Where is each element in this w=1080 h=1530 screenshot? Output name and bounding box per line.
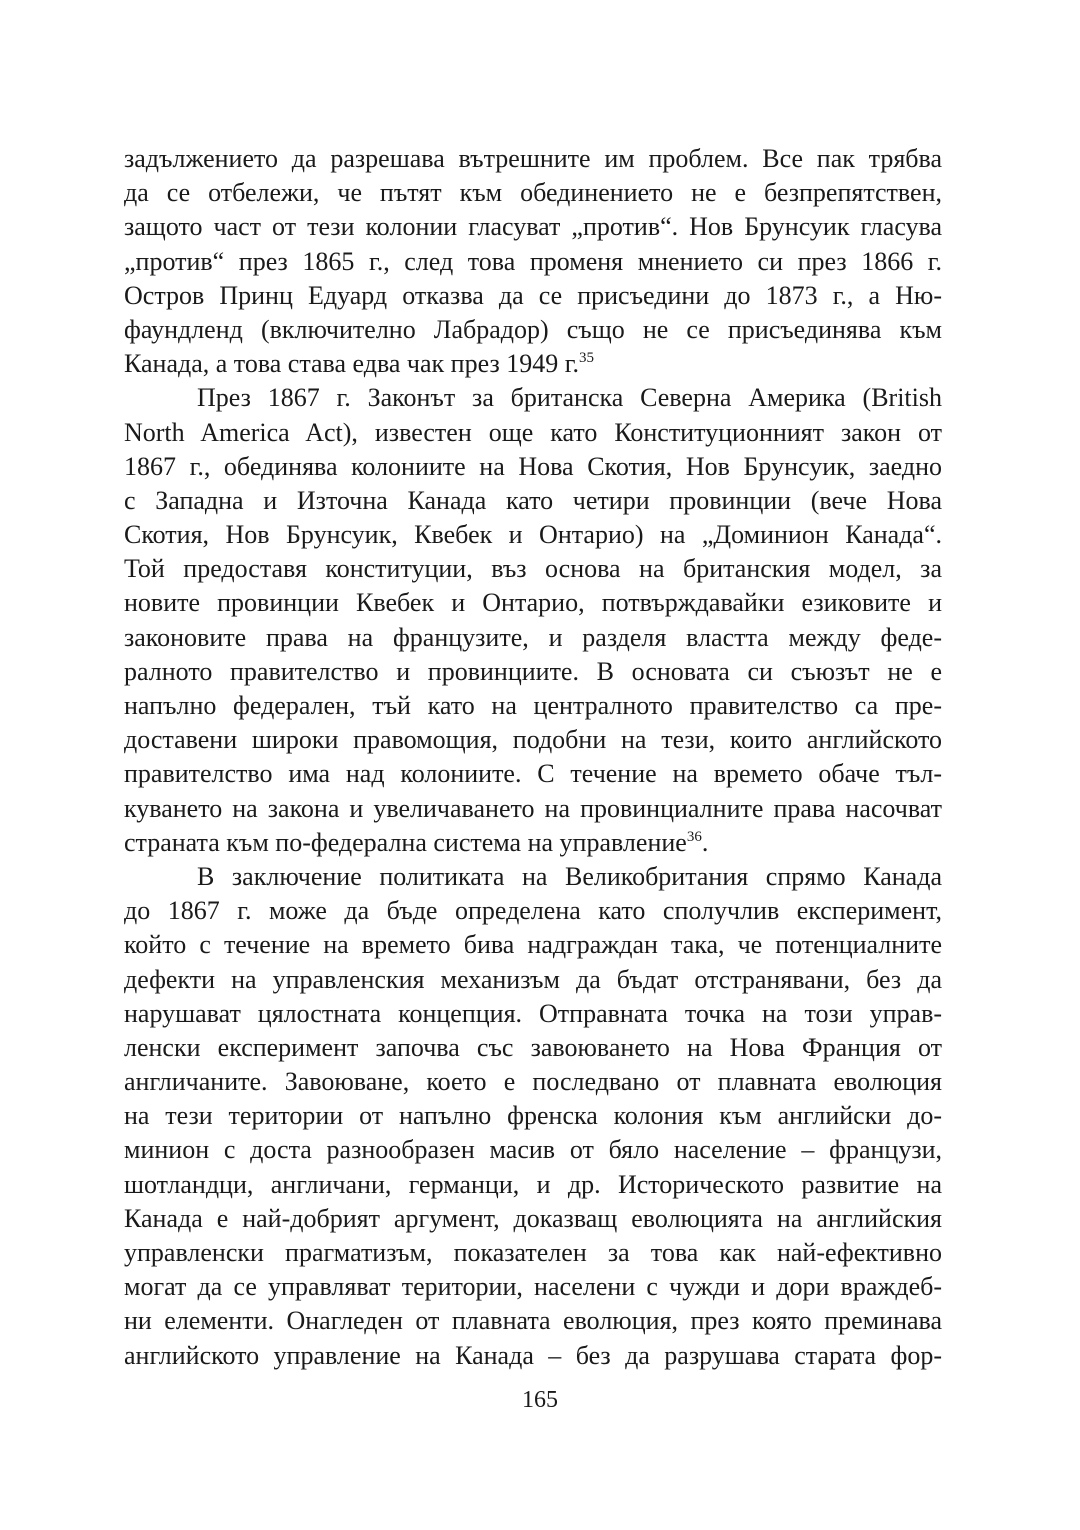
page-number: 165 bbox=[522, 1387, 558, 1413]
text-line: дефекти на управленския механизъм да бъдат отстранявани, без да bbox=[124, 964, 942, 994]
text-line: North America Act), известен още като Конституционният закон от bbox=[124, 417, 942, 447]
text-line: новите провинции Квебек и Онтарио, потвърждавайки езиковите и bbox=[124, 588, 942, 618]
text-line: да се отбележи, че пътят към обединението не е безпрепятствен, bbox=[124, 178, 942, 208]
text-line: задължението да разрешава вътрешните им проблем. Все пак трябва bbox=[124, 144, 942, 173]
text-line-content: страната към по-федерална система на управление bbox=[124, 827, 687, 857]
text-line: Остров Принц Едуард отказва да се присъедини до 1873 г., а Ню- bbox=[124, 280, 942, 310]
footnote-ref-35[interactable]: 35 bbox=[578, 350, 594, 367]
text-line: до 1867 г. може да бъде определена като сполучлив експеримент, bbox=[124, 896, 942, 926]
text-line: „против“ през 1865 г., след това променя мнението си през 1866 г. bbox=[124, 246, 942, 276]
text-line: английското управление на Канада – без да разрушава старата фор- bbox=[124, 1340, 942, 1370]
text-line: ни елементи. Онагледен от плавната еволюция, през която преминава bbox=[124, 1306, 942, 1336]
paragraph-start-line: В заключение политиката на Великобритания спрямо Канада bbox=[197, 861, 942, 891]
body-text bbox=[124, 142, 942, 1373]
text-line: Скотия, Нов Брунсуик, Квебек и Онтарио) на „Доминион Канада“. bbox=[124, 520, 942, 550]
text-line: с Западна и Източна Канада като четири провинции (вече Нова bbox=[124, 485, 942, 515]
text-line: на тези територии от напълно френска колония към английски до- bbox=[124, 1101, 942, 1131]
text-line: шотландци, англичани, германци, и др. Историческото развитие на bbox=[124, 1169, 942, 1199]
text-line: фаундленд (включително Лабрадор) също не се присъединява към bbox=[124, 314, 942, 344]
text-line-punctuation: . bbox=[701, 827, 709, 857]
text-line: англичаните. Завоюване, което е последвано от плавната еволюция bbox=[124, 1067, 942, 1097]
text-line: минион с доста разнообразен масив от бяло население – французи, bbox=[124, 1135, 942, 1165]
text-line: куването на закона и увеличаването на провинциалните права насочват bbox=[124, 793, 942, 823]
text-line: Канада е най-добрият аргумент, доказващ еволюцията на английския bbox=[124, 1203, 942, 1233]
text-line: законовите права на французите, и разделя властта между феде- bbox=[124, 622, 942, 652]
text-line: управленски прагматизъм, показателен за това как най-ефективно bbox=[124, 1238, 942, 1267]
text-line: ралното правителство и провинциите. В основата си съюзът не е bbox=[124, 656, 942, 686]
text-line: Той предоставя конституции, въз основа на британския модел, за bbox=[124, 554, 942, 584]
text-line-with-footnote bbox=[124, 826, 942, 860]
footnote-ref-36[interactable]: 36 bbox=[686, 828, 702, 845]
text-line: който с течение на времето бива надграждан така, че потенциалните bbox=[124, 930, 942, 960]
text-line-content: Канада, а това става едва чак през 1949 г. bbox=[124, 349, 579, 379]
text-line: правителство има над колониите. С течение на времето обаче тъл- bbox=[124, 759, 942, 789]
text-line: нарушават цялостната концепция. Отправната точка на този управ- bbox=[124, 998, 942, 1028]
text-line: доставени широки правомощия, подобни на тези, които английското bbox=[124, 725, 942, 755]
text-line: ленски експеримент започва със завоюването на Нова Франция от bbox=[124, 1032, 942, 1062]
text-line: 1867 г., обединява колониите на Нова Скотия, Нов Брунсуик, заедно bbox=[124, 451, 942, 481]
text-line: напълно федерален, тъй като на централното правителство са пре- bbox=[124, 691, 942, 720]
paragraph-start-line: През 1867 г. Законът за британска Северна Америка (British bbox=[197, 383, 942, 413]
text-line-with-footnote bbox=[124, 347, 942, 381]
text-line: защото част от тези колонии гласуват „против“. Нов Брунсуик гласува bbox=[124, 212, 942, 242]
text-line: могат да се управляват територии, населени с чужди и дори враждеб- bbox=[124, 1272, 942, 1302]
